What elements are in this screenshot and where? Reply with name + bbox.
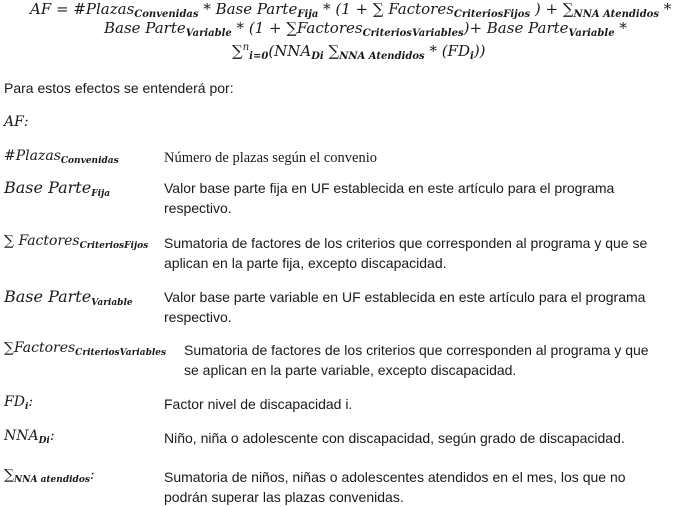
definition-term: AF: (4, 114, 29, 130)
formula-subscript: Fija (297, 9, 319, 20)
definition-description: Sumatoria de niños, niñas o adolescentes atendidos en el mes, los que no podrán superar las plazas convenidas. (164, 469, 626, 505)
formula-subscript: NNA Atendidos (339, 51, 425, 62)
formula-subscript: CriteriosFijos (453, 9, 531, 20)
definition-description: Valor base parte variable en UF establecida en este artículo para el programa respectivo. (164, 289, 646, 325)
intro-text: Para estos efectos se entenderá por: (4, 80, 234, 96)
definition-term: $\sum_{NNA atendidos}$: (4, 467, 95, 485)
formula-text: * (614, 19, 627, 37)
definition-term: Base Parte$_{Variable}$ (4, 287, 133, 308)
formula-text: ) + ∑ (530, 0, 574, 18)
formula-subscript: Variable (185, 28, 232, 39)
definition-term: $NNA_{Di}$: (4, 428, 55, 446)
formula-text: )) (473, 42, 486, 60)
definition-term: ∑Factores$_{CriteriosVariables}$ (4, 340, 167, 358)
definition-term: $FD_i$: (4, 394, 34, 412)
definition-description: Valor base parte fija en UF establecida en este artículo para el programa respectivo. (164, 180, 615, 216)
formula-superscript: n (242, 42, 250, 53)
definition-description: Sumatoria de factores de los criterios que corresponden al programa y que se aplican en la parte variable, excepto discapacidad. (184, 342, 649, 378)
definition-description: Número de plazas según el convenio (164, 150, 377, 166)
formula-subscript: Variable (568, 28, 615, 39)
formula-subscript: i (470, 51, 474, 62)
formula-text: (NNA (268, 42, 312, 60)
formula-subscript: Di (311, 51, 324, 62)
definition-term: #Plazas$_{Convenidas}$ (4, 148, 119, 166)
definition-term: Base Parte$_{Fija}$ (4, 178, 111, 199)
formula-text: * (FD (424, 42, 470, 60)
formula-line-3 (0, 39, 700, 66)
formula-subscript: NNA Atendidos (573, 9, 659, 20)
formula-subscript: Convenidas (134, 9, 199, 20)
formula-text: * (1 + ∑Factores (231, 19, 363, 37)
formula-text: * (659, 0, 672, 18)
formula-subscript: i=0 (249, 51, 269, 62)
formula-text: AF = #Plazas (30, 0, 135, 18)
formula-text: ∑ (232, 42, 243, 60)
formula-text: * Base Parte (198, 0, 298, 18)
definition-description: Niño, niña o adolescente con discapacidad, según grado de discapacidad. (164, 430, 625, 446)
formula-text: * (1 + ∑ Factores (318, 0, 454, 18)
formula-text: ∑ (323, 42, 340, 60)
formula-text: )+ Base Parte (463, 19, 569, 37)
formula-subscript: CriteriosVariables (362, 28, 464, 39)
definition-description: Sumatoria de factores de los criterios que corresponden al programa y que se aplican en la parte fija, excepto discapacidad. (164, 235, 648, 271)
formula-text: Base Parte (104, 19, 186, 37)
definition-term: ∑ Factores$_{CriteriosFijos}$ (4, 233, 149, 251)
definition-description: Factor nivel de discapacidad i. (164, 396, 353, 412)
